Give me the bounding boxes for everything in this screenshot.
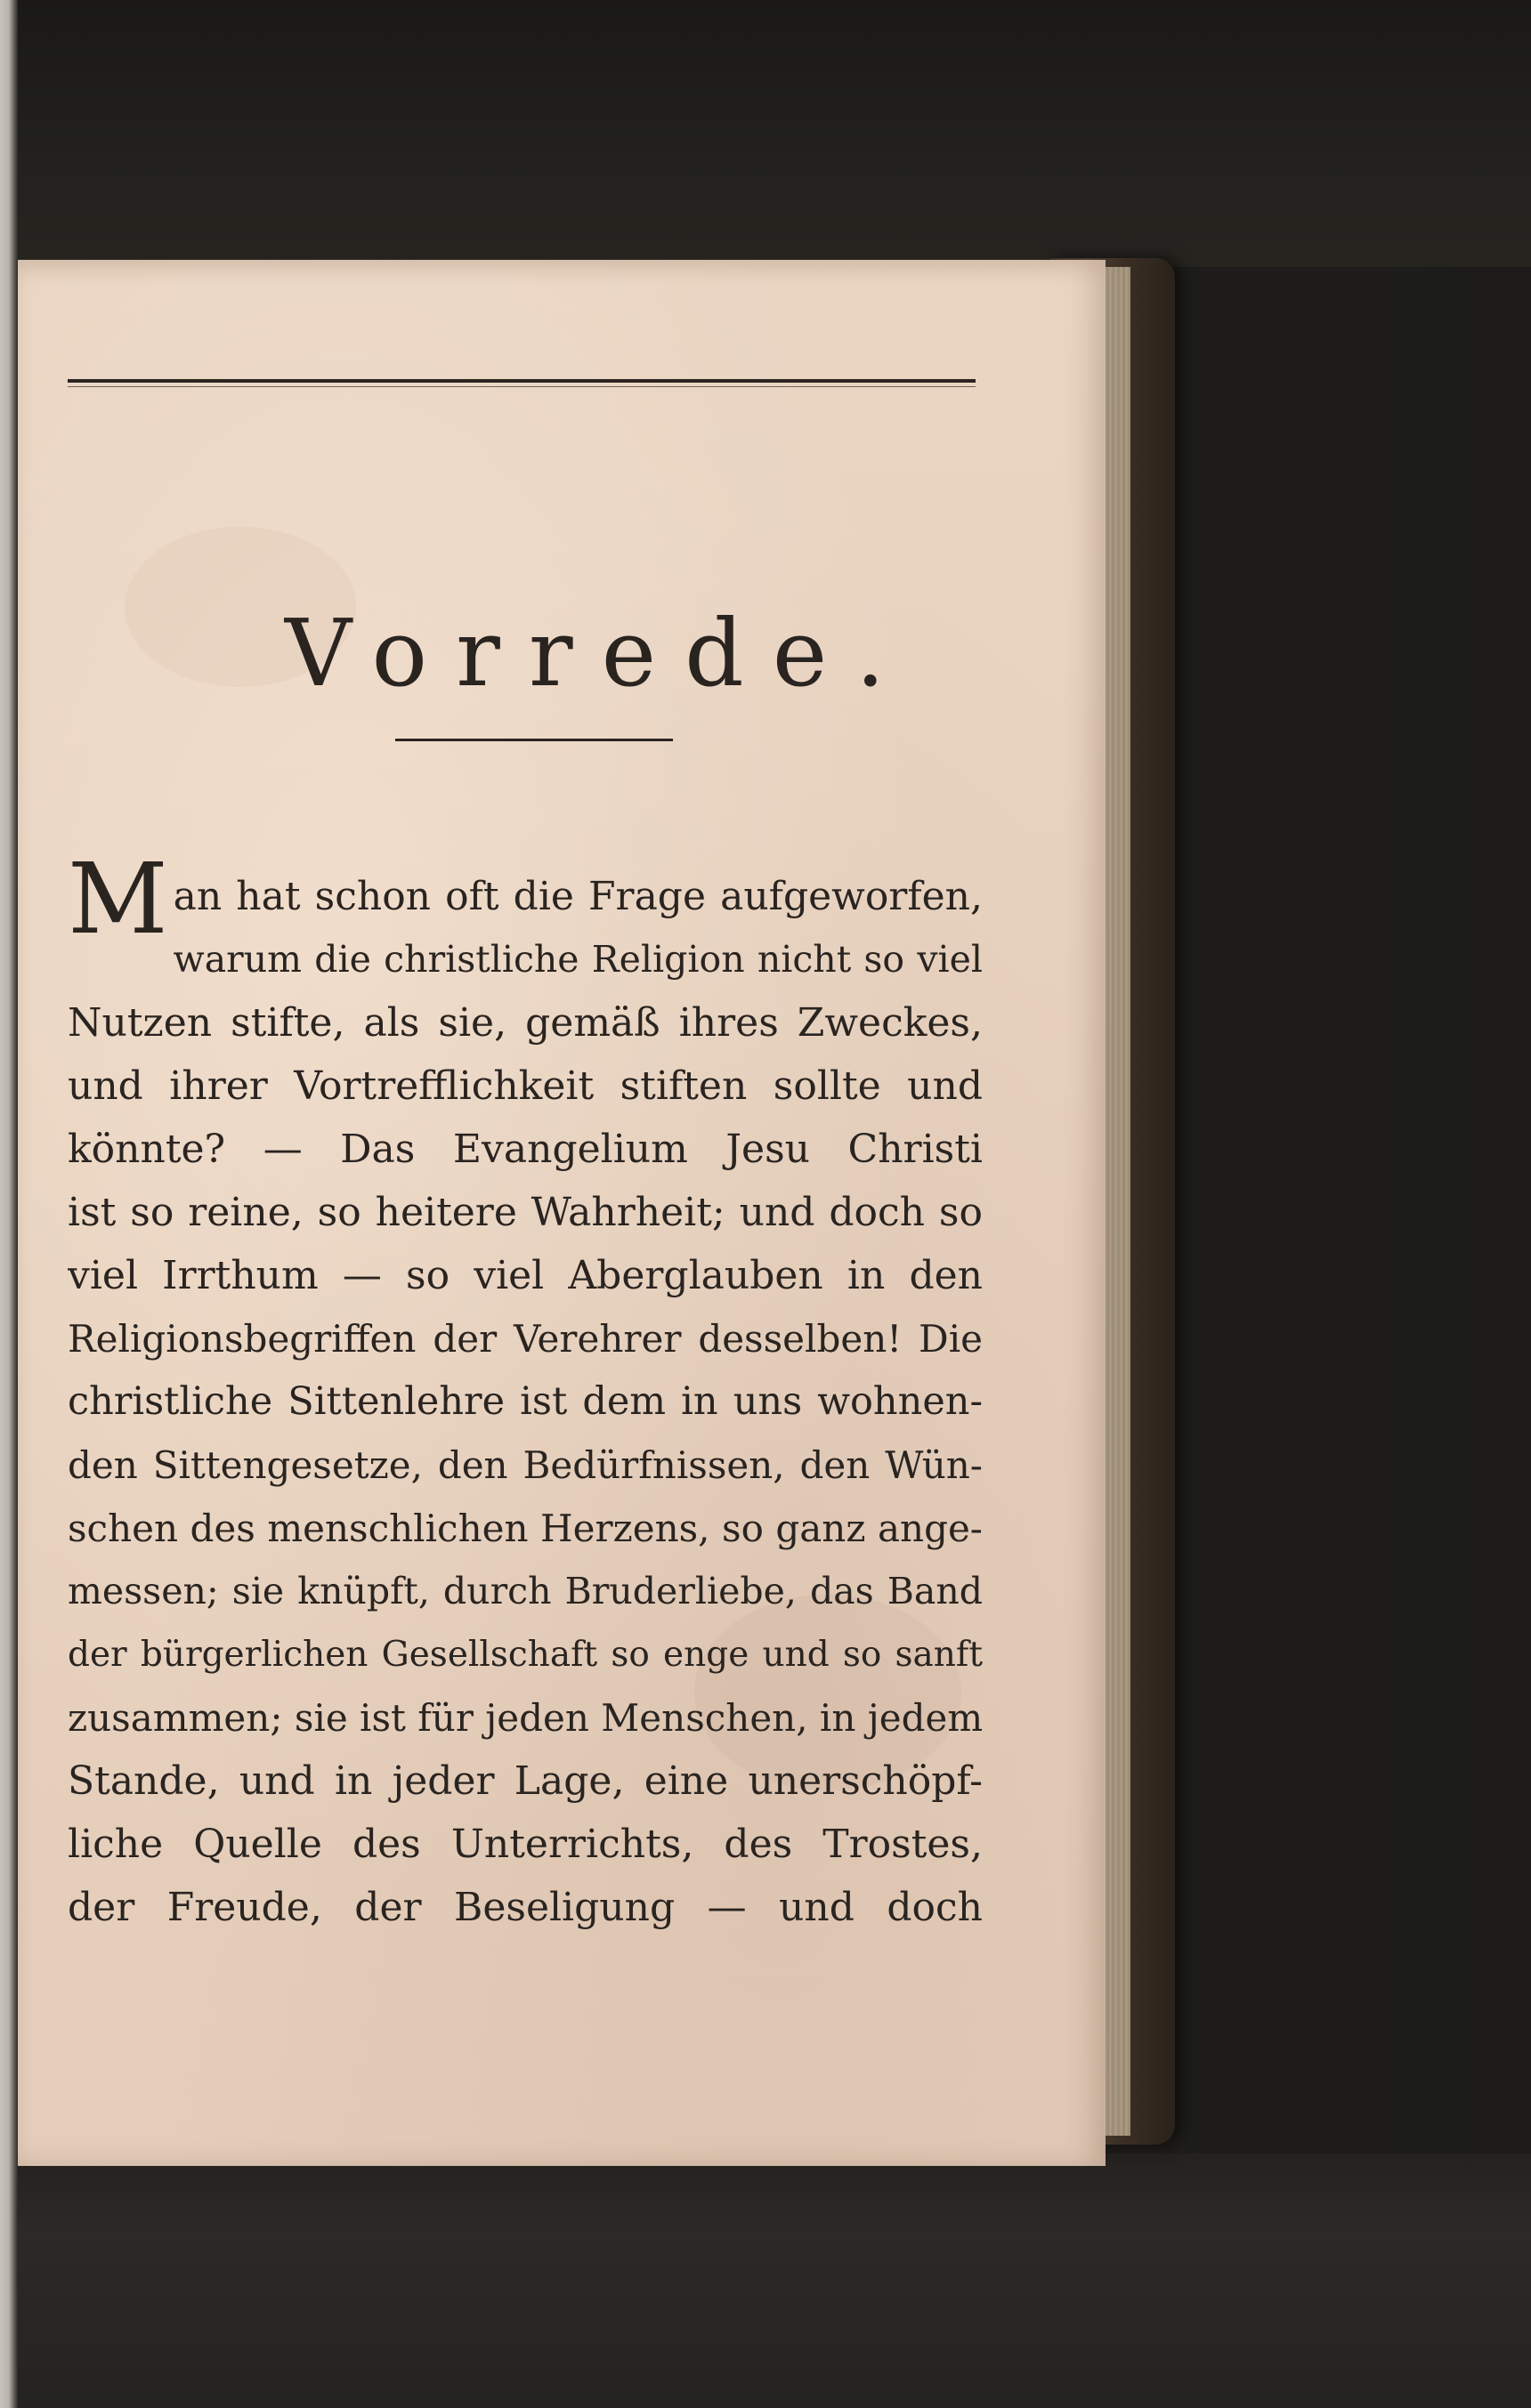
text-line: Nutzen stifte, als sie, gemäß ihres Zweckes, [68, 1000, 983, 1046]
drop-capital: M [68, 842, 168, 956]
body-text [68, 842, 983, 1939]
book-page [18, 260, 1106, 2166]
page-title: Vorrede. [285, 599, 914, 707]
dark-background-top [18, 0, 1531, 267]
dark-background-bottom [18, 2153, 1531, 2408]
text-line: christliche Sittenlehre ist dem in uns wohnen- [68, 1379, 983, 1424]
text-line: der bürgerlichen Gesellschaft so enge und so sanft [68, 1635, 983, 1675]
text-line: viel Irrthum — so viel Aberglauben in den [68, 1253, 983, 1298]
text-line: könnte? — Das Evangelium Jesu Christi [68, 1127, 983, 1172]
text-line: der Freude, der Beseligung — und doch [68, 1885, 983, 1930]
text-line: den Sittengesetze, den Bedürfnissen, den Wün- [68, 1443, 983, 1487]
text-line: messen; sie knüpft, durch Bruderliebe, das Band [68, 1570, 983, 1612]
text-line: warum die christliche Religion nicht so viel [173, 938, 983, 981]
title-rule [395, 739, 673, 741]
text-line: und ihrer Vortrefflichkeit stiften sollte und [68, 1063, 983, 1109]
text-line: Stande, und in jeder Lage, eine unerschöpf- [68, 1758, 983, 1804]
text-line: Religionsbegriffen der Verehrer desselben! Die [68, 1317, 983, 1361]
header-rule-thin [68, 386, 976, 387]
text-line: schen des menschlichen Herzens, so ganz ange- [68, 1507, 983, 1550]
text-line: zusammen; sie ist für jeden Menschen, in jedem [68, 1696, 983, 1740]
text-line: an hat schon oft die Frage aufgeworfen, [173, 874, 983, 919]
text-line: ist so reine, so heitere Wahrheit; und doch so [68, 1190, 983, 1235]
header-rule [68, 379, 976, 383]
text-line: liche Quelle des Unterrichts, des Trostes, [68, 1822, 983, 1867]
